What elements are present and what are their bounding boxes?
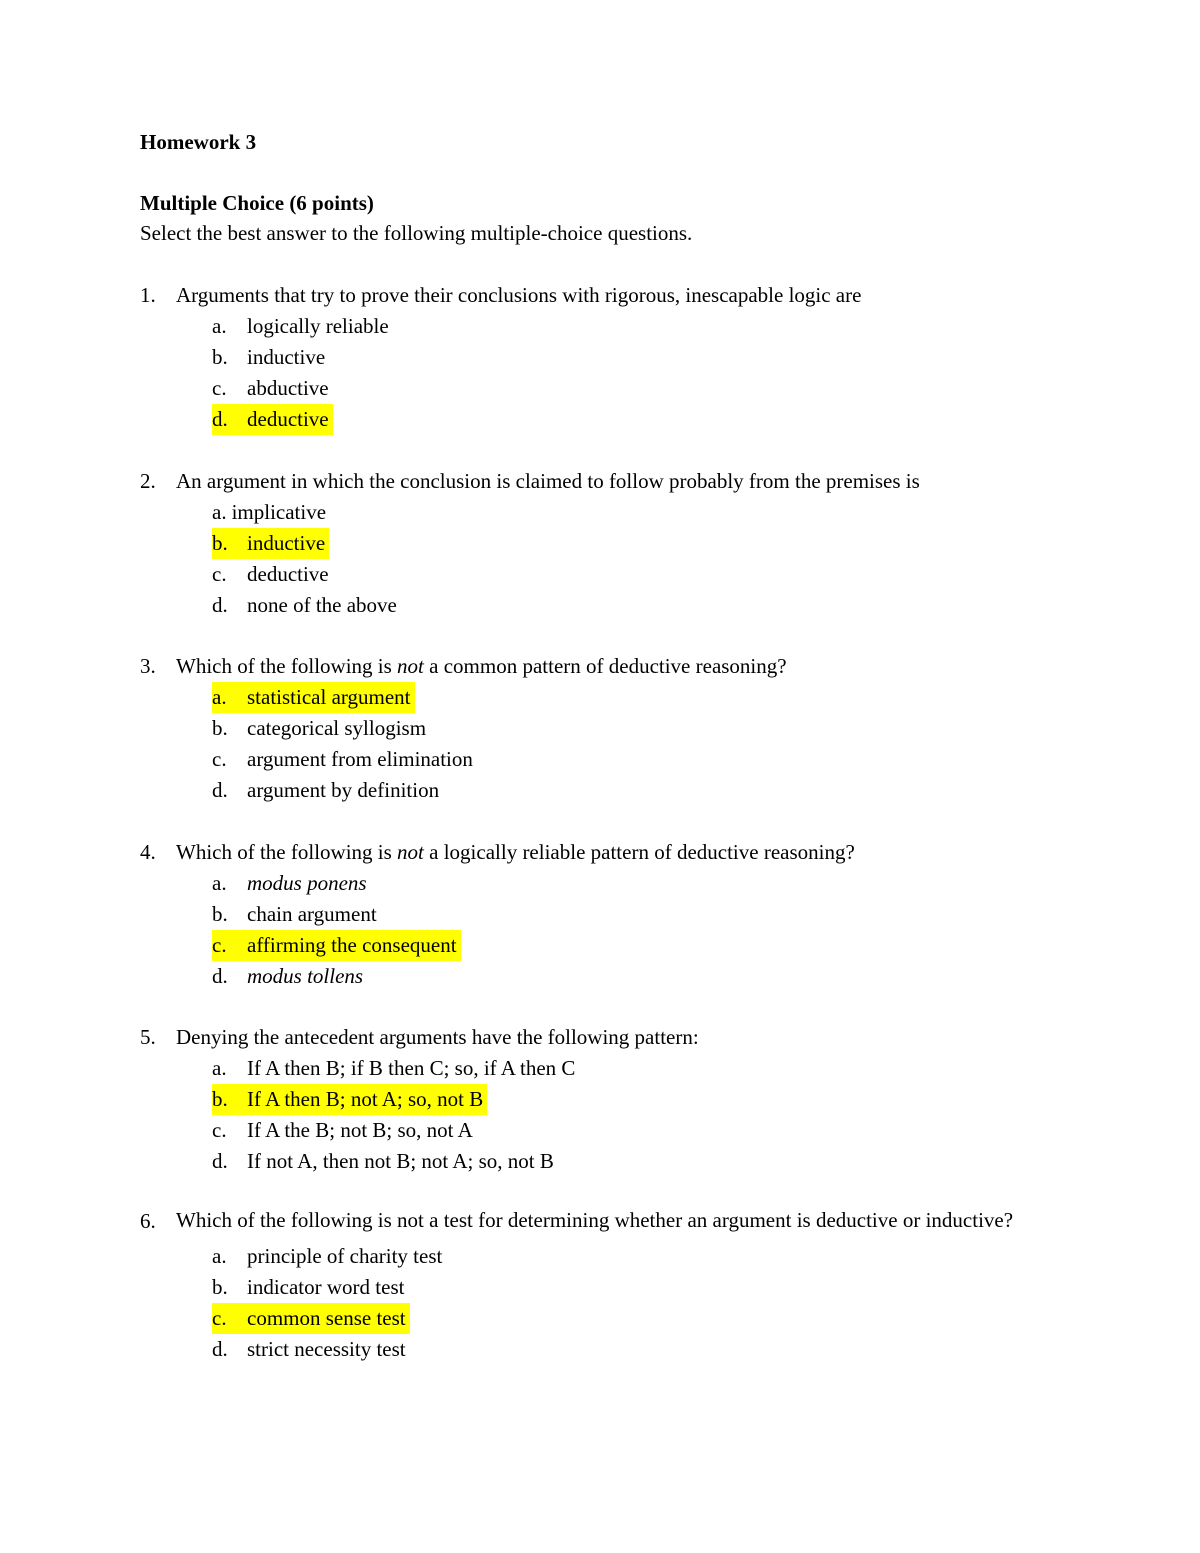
option-3a[interactable] (212, 682, 1040, 713)
option-6d[interactable] (212, 1334, 1020, 1365)
option-4c[interactable] (212, 930, 1040, 961)
option-5d[interactable] (212, 1146, 1040, 1177)
question-text-part: a logically reliable pattern of deductive reasoning? (423, 840, 855, 864)
question-text-part: a common pattern of deductive reasoning? (423, 654, 787, 678)
option-1d[interactable] (212, 404, 1040, 435)
option-text: If A then B; not A; so, not B (247, 1087, 484, 1111)
option-letter: d. (212, 1149, 228, 1173)
option-text: common sense test (247, 1306, 406, 1330)
question-number: 4. (140, 840, 156, 864)
option-text: principle of charity test (247, 1244, 443, 1268)
option-text: argument from elimination (247, 747, 473, 771)
option-5b[interactable] (212, 1084, 1040, 1115)
option-6b[interactable] (212, 1272, 1020, 1303)
question-text-part: Denying the antecedent arguments have the following pattern: (176, 1025, 699, 1049)
option-letter: d. (212, 407, 228, 431)
option-letter: a. (212, 871, 227, 895)
option-letter: b. (212, 345, 228, 369)
question-text (176, 1206, 1020, 1234)
option-text: none of the above (247, 593, 397, 617)
option-text: indicator word test (247, 1275, 405, 1299)
question-text-emphasis: not (397, 840, 424, 864)
option-letter: d. (212, 778, 228, 802)
question-text-part: Which of the following is not a test for determining whether an argument is deductive or inductive? (176, 1208, 1014, 1232)
option-5a[interactable] (212, 1053, 1040, 1084)
option-text: implicative (231, 500, 327, 524)
question-text-emphasis: not (397, 654, 424, 678)
option-5c[interactable] (212, 1115, 1040, 1146)
option-letter: a. (212, 685, 227, 709)
option-6a[interactable] (212, 1241, 1020, 1272)
option-2c[interactable] (212, 559, 1040, 590)
option-text: categorical syllogism (247, 716, 427, 740)
options-list (140, 497, 1040, 621)
question-2 (140, 466, 1040, 621)
option-letter: c. (212, 1118, 227, 1142)
option-text: statistical argument (247, 685, 411, 709)
option-text: inductive (247, 345, 326, 369)
question-text (176, 466, 1040, 497)
option-text: inductive (247, 531, 326, 555)
question-3 (140, 651, 1040, 806)
option-text: deductive (247, 407, 329, 431)
option-text: strict necessity test (247, 1337, 406, 1361)
option-1c[interactable] (212, 373, 1040, 404)
question-text (176, 1022, 1040, 1053)
options-list (140, 311, 1040, 435)
option-text: argument by definition (247, 778, 440, 802)
option-text: logically reliable (247, 314, 389, 338)
option-letter: c. (212, 1306, 227, 1330)
option-2b[interactable] (212, 528, 1040, 559)
question-6 (140, 1206, 1020, 1365)
option-letter: a. (212, 314, 227, 338)
options-list (140, 868, 1040, 992)
option-text: chain argument (247, 902, 377, 926)
option-text: modus ponens (247, 871, 367, 895)
option-text: deductive (247, 562, 329, 586)
section-instructions: Select the best answer to the following multiple-choice questions. (140, 221, 693, 245)
option-letter: b. (212, 902, 228, 926)
question-text (176, 837, 1040, 868)
question-text-part: Which of the following is (176, 654, 398, 678)
option-letter: b. (212, 531, 228, 555)
question-text (176, 651, 1040, 682)
options-list (140, 1241, 1020, 1365)
section-title: Multiple Choice (6 points) (140, 191, 374, 215)
option-text: If A the B; not B; so, not A (247, 1118, 473, 1142)
option-letter: d. (212, 1337, 228, 1361)
option-letter: c. (212, 376, 227, 400)
option-3b[interactable] (212, 713, 1040, 744)
option-text: modus tollens (247, 964, 364, 988)
option-1b[interactable] (212, 342, 1040, 373)
option-6c[interactable] (212, 1303, 1020, 1334)
question-5 (140, 1022, 1040, 1177)
page-title: Homework 3 (140, 130, 257, 154)
option-letter: c. (212, 747, 227, 771)
option-4b[interactable] (212, 899, 1040, 930)
question-text-part: An argument in which the conclusion is claimed to follow probably from the premises is (176, 469, 920, 493)
option-letter: c. (212, 933, 227, 957)
option-letter: a. (212, 1244, 227, 1268)
question-number: 6. (140, 1209, 156, 1233)
question-number: 5. (140, 1025, 156, 1049)
options-list (140, 1053, 1040, 1177)
options-list (140, 682, 1040, 806)
question-number: 3. (140, 654, 156, 678)
option-text: If A then B; if B then C; so, if A then C (247, 1056, 576, 1080)
option-letter: d. (212, 964, 228, 988)
question-4 (140, 837, 1040, 992)
question-text (176, 280, 1040, 311)
option-letter: d. (212, 593, 228, 617)
option-1a[interactable] (212, 311, 1040, 342)
option-3d[interactable] (212, 775, 1040, 806)
option-letter: c. (212, 562, 227, 586)
option-letter: b. (212, 1087, 228, 1111)
question-text-part: Arguments that try to prove their conclusions with rigorous, inescapable logic are (176, 283, 862, 307)
option-letter: b. (212, 1275, 228, 1299)
option-4d[interactable] (212, 961, 1040, 992)
option-letter: a. (212, 500, 227, 524)
option-letter: b. (212, 716, 228, 740)
question-number: 2. (140, 469, 156, 493)
option-text: abductive (247, 376, 329, 400)
option-text: affirming the consequent (247, 933, 457, 957)
question-number: 1. (140, 283, 156, 307)
question-1 (140, 280, 1040, 435)
option-4a[interactable] (212, 868, 1040, 899)
option-letter: a. (212, 1056, 227, 1080)
question-text-part: Which of the following is (176, 840, 398, 864)
option-2a[interactable] (212, 497, 1040, 528)
option-3c[interactable] (212, 744, 1040, 775)
option-text: If not A, then not B; not A; so, not B (247, 1149, 554, 1173)
option-2d[interactable] (212, 590, 1040, 621)
